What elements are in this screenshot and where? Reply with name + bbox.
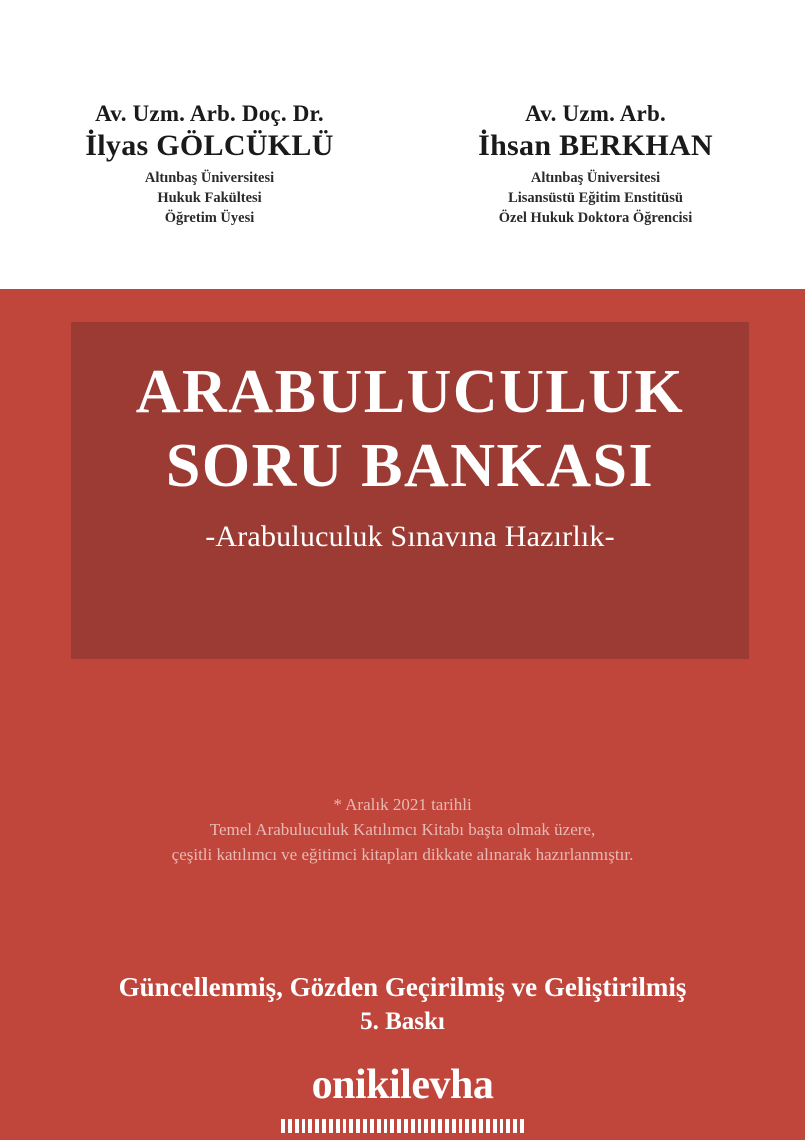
edition-block	[52, 970, 753, 1038]
cover-note-block	[72, 792, 733, 867]
author-1-affiliation-line-3: Öğretim Üyesi	[164, 210, 255, 226]
author-2-affiliation-line-1: Altınbaş Üniversitesi	[530, 170, 661, 186]
author-2-title: Av. Uzm. Arb.	[525, 101, 666, 126]
author-1-title: Av. Uzm. Arb. Doç. Dr.	[95, 101, 324, 126]
book-subtitle: -Arabuluculuk Sınavına Hazırlık-	[205, 520, 615, 553]
publisher-logo	[281, 1063, 524, 1133]
edition-line-2: 5. Baskı	[360, 1008, 445, 1035]
authors-block	[0, 100, 805, 228]
book-title-line-2: SORU BANKASI	[165, 432, 655, 500]
author-1-affiliation-line-1: Altınbaş Üniversitesi	[144, 170, 275, 186]
author-2-name: İhsan BERKHAN	[478, 129, 713, 162]
publisher-barcode-icon	[281, 1113, 524, 1133]
cover-note-line-3: çeşitli katılımcı ve eğitimci kitapları dikkate alınarak hazırlanmıştır.	[171, 845, 634, 864]
author-2-affiliation-line-2: Lisansüstü Eğitim Enstitüsü	[508, 190, 683, 206]
cover-note-line-1: * Aralık 2021 tarihli	[333, 795, 472, 814]
author-1-name: İlyas GÖLCÜKLÜ	[85, 129, 334, 162]
author-entry-2	[446, 100, 746, 228]
author-1-affiliation-line-2: Hukuk Fakültesi	[157, 190, 262, 206]
edition-line-1: Güncellenmiş, Gözden Geçirilmiş ve Geliştirilmiş	[118, 972, 687, 1002]
publisher-name: onikilevha	[311, 1062, 494, 1108]
cover-note-line-2: Temel Arabuluculuk Katılımcı Kitabı başta olmak üzere,	[209, 820, 596, 839]
author-2-affiliation-line-3: Özel Hukuk Doktora Öğrencisi	[498, 210, 693, 226]
book-title-line-1: ARABULUCULUK	[135, 358, 685, 426]
book-title-block	[71, 355, 749, 557]
author-entry-1	[60, 100, 360, 228]
